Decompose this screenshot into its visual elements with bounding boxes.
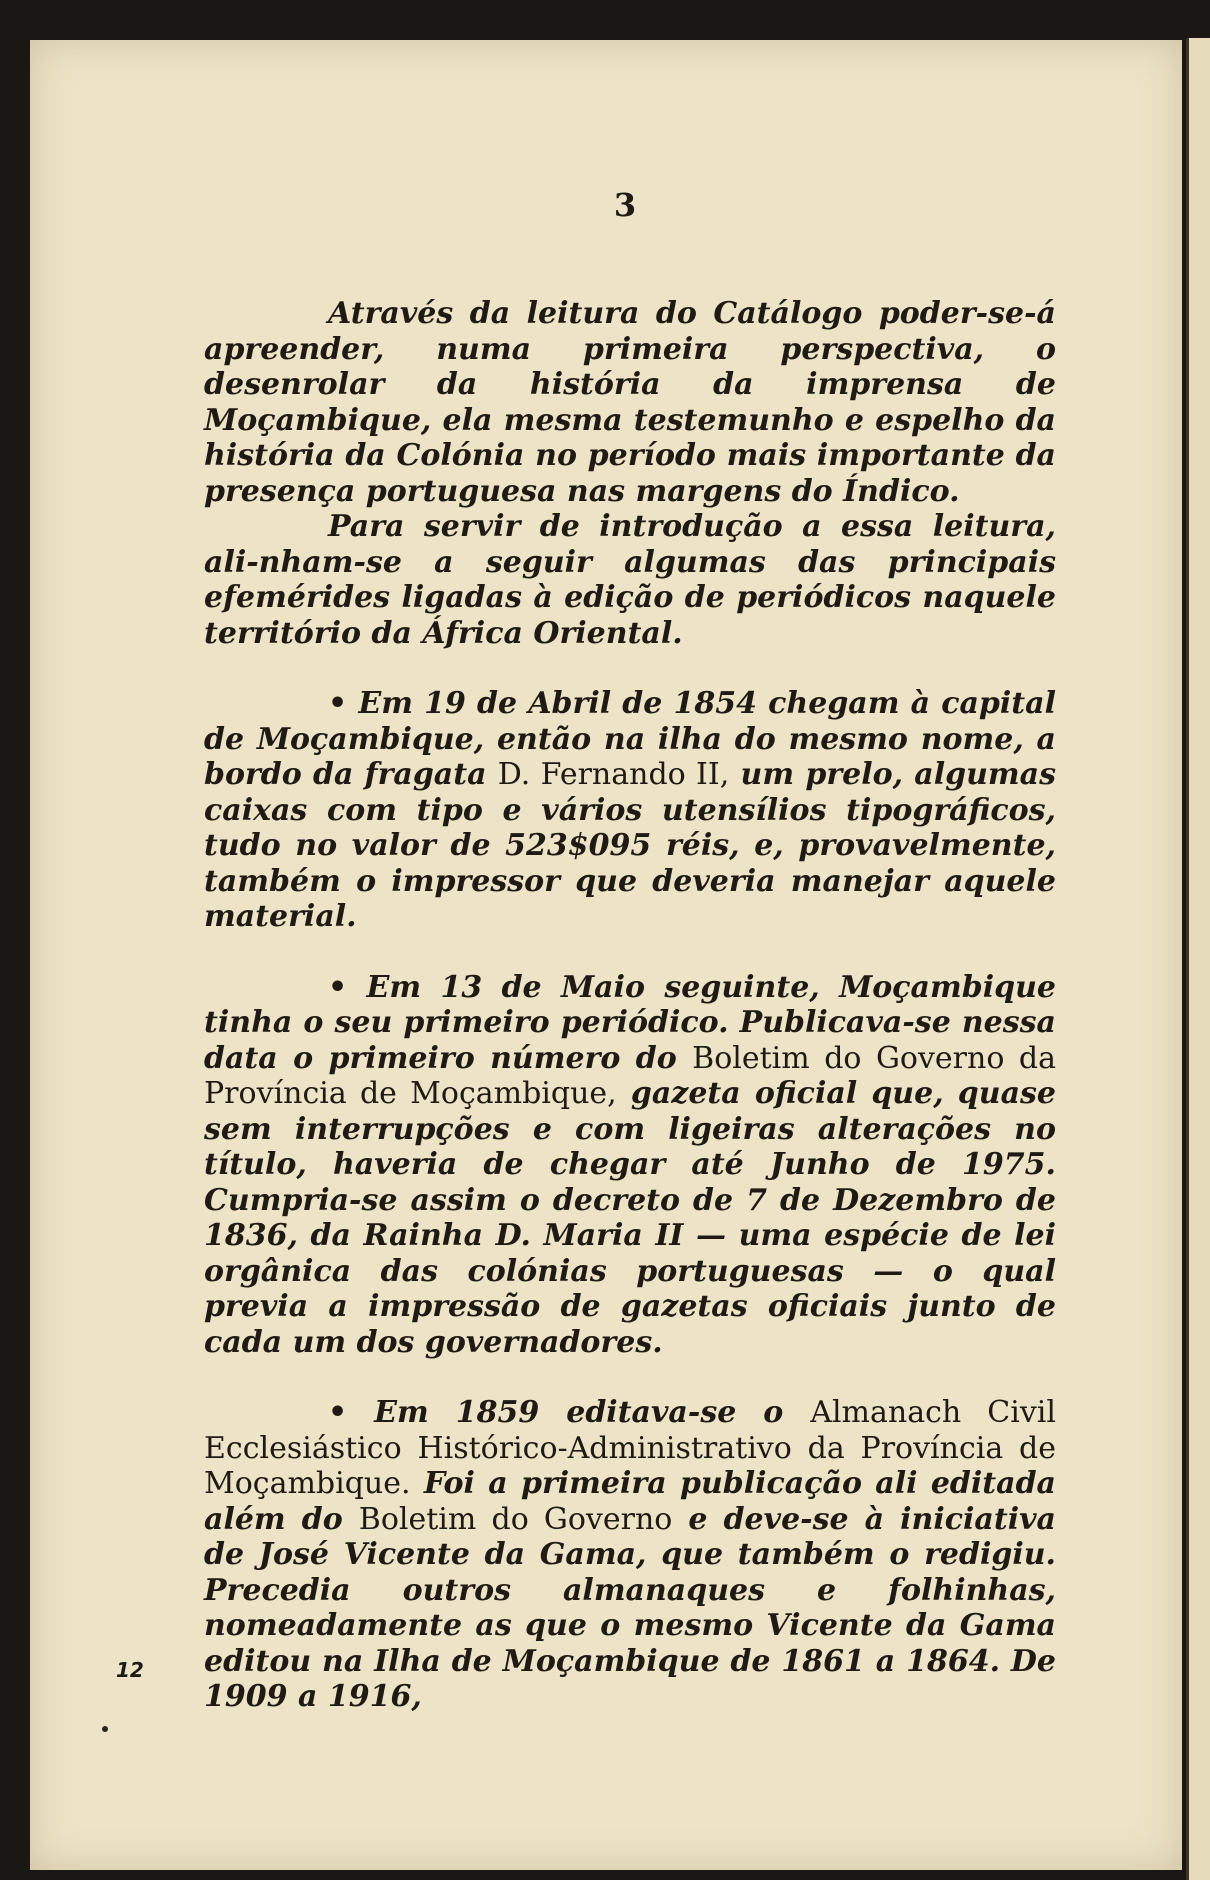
paragraph-1859 <box>204 1395 1056 1715</box>
paragraph-1854-text-a: Em 19 de Abril de 1854 chegam à capital de Moçambique, então na ilha do mesmo nome, a bordo da fragata <box>204 686 1057 792</box>
almanach-title: Almanach Civil Ecclesiástico Histórico-Administrativo da Província de Moçambique. <box>204 1395 1056 1501</box>
boletim-title: Boletim do Governo da Província de Moçambique, <box>204 1040 1056 1111</box>
bullet: • <box>328 969 348 1005</box>
paragraph-may-text-c: gazeta oficial que, quase sem interrupções e com ligeiras alterações no título, haveria de chegar até Junho de 1975. Cumpria-se assim o decreto de 7 de Dezembro de 1836, da Rainha D. Maria II — uma espécie de lei orgânica das colónias portuguesas — o qual previa a impressão de gazetas oficiais junto de cada um dos governadores. <box>204 1076 1057 1360</box>
paragraph-may-text-a: Em 13 de Maio seguinte, Moçambique tinha o seu primeiro periódico. Publicava-se nessa data o primeiro número do <box>204 969 1056 1076</box>
paragraph-1859-text-a: Em 1859 editava-se o <box>374 1395 784 1430</box>
speck <box>102 1726 108 1732</box>
paragraph-introduction-list: Para servir de introdução a essa leitura, ali-nham-se a seguir algumas das principais efemérides ligadas à edição de periódicos naquele território da África Oriental. <box>204 509 1056 651</box>
paragraph-1854-may <box>204 970 1056 1361</box>
paragraph-1854-text-c: um prelo, algumas caixas com tipo e vários utensílios tipográficos, tudo no valor de 523$095 réis, e, provavelmente, também o impressor que deveria manejar aquele material. <box>204 757 1056 934</box>
page-number: 12 <box>116 1658 144 1682</box>
paragraph-1859-text-e: e deve-se à iniciativa de José Vicente da Gama, que também o redigiu. Precedia outros almanaques e folhinhas, nomeadamente as que o mesmo Vicente da Gama editou na Ilha de Moçambique de 1861 a 1864. De 1909 a 1916, <box>204 1501 1056 1714</box>
section-number: 3 <box>613 186 637 224</box>
bullet: • <box>328 1395 348 1430</box>
scan-top-border <box>0 0 1210 38</box>
ship-name: D. Fernando II, <box>497 757 730 792</box>
paragraph-intro: Através da leitura do Catálogo poder-se-á apreender, numa primeira perspectiva, o desenrolar da história da imprensa de Moçambique, ela mesma testemunho e espelho da história da Colónia no período mais importante da presença portuguesa nas margens do Índico. <box>204 296 1056 509</box>
body-text <box>204 296 1056 1715</box>
facing-page-edge <box>1186 38 1210 1880</box>
bullet: • <box>328 686 348 721</box>
boletim-reference: Boletim do Governo <box>358 1501 673 1537</box>
paragraph-1859-text-c: Foi a primeira publicação ali editada além do <box>204 1466 1056 1537</box>
paragraph-1854 <box>204 686 1056 935</box>
